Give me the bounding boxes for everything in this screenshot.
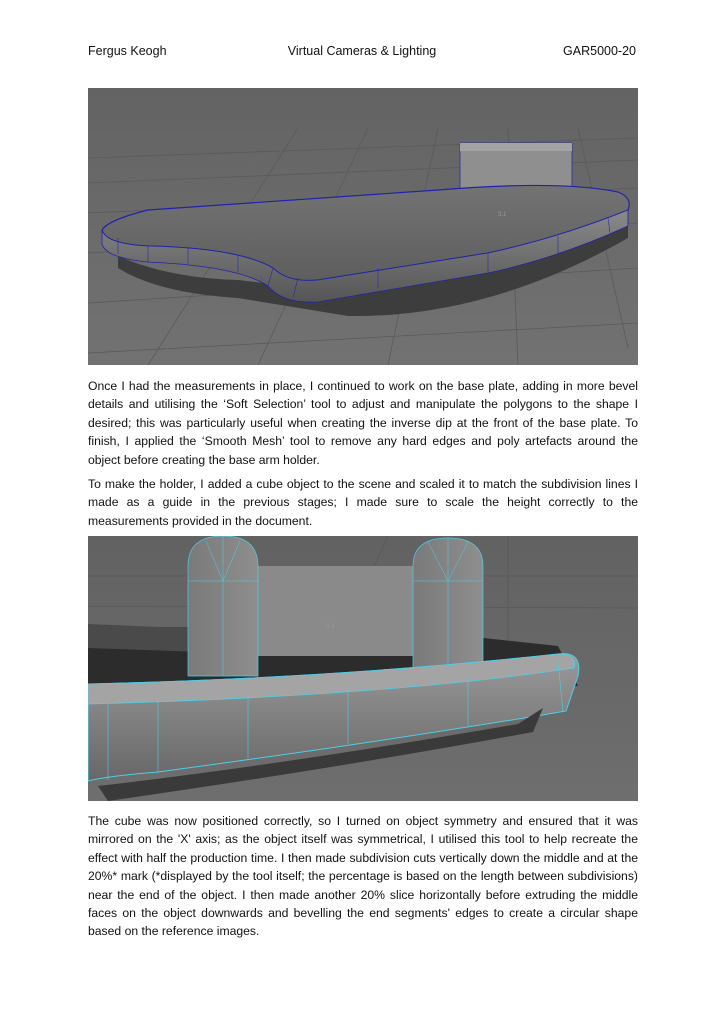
page-header [88, 44, 636, 62]
dimension-label: 3.1 [498, 212, 507, 218]
header-code: GAR5000-20 [563, 44, 636, 58]
paragraph-symmetry: The cube was now positioned correctly, so I turned on object symmetry and ensured that it was mirrored on the 'X' axis; as the object itself was symmetrical, I utilised this tool to help recreate the effect with half the production time. I then made subdivision cuts vertically down the middle and at the 20%* mark (*displayed by the tool itself; the percentage is based on the length between subdivisions) near the end of the object. I then made another 20% slice horizontally before extruding the middle faces on the object downwards and bevelling the end segments' edges to create a circular shape based on the reference images. [88, 814, 638, 939]
base-plate-render [88, 88, 638, 365]
dimension-label: 3.4 [326, 624, 335, 630]
header-author: Fergus Keogh [88, 44, 167, 58]
arm-holder-render [88, 536, 638, 801]
header-title: Virtual Cameras & Lighting [287, 44, 437, 58]
paragraph-base-plate: Once I had the measurements in place, I continued to work on the base plate, adding in more bevel details and utilising the ‘Soft Selection’ tool to adjust and manipulate the polygons to the shape I desired; this was particularly useful when creating the inverse dip at the front of the base plate. To finish, I applied the ‘Smooth Mesh’ tool to remove any hard edges and poly artefacts around the object before creating the base arm holder. [88, 379, 638, 467]
paragraph-holder: To make the holder, I added a cube object to the scene and scaled it to match the subdivision lines I made as a guide in the previous stages; I made sure to scale the height correctly to the measurements provided in the document. [88, 477, 638, 528]
